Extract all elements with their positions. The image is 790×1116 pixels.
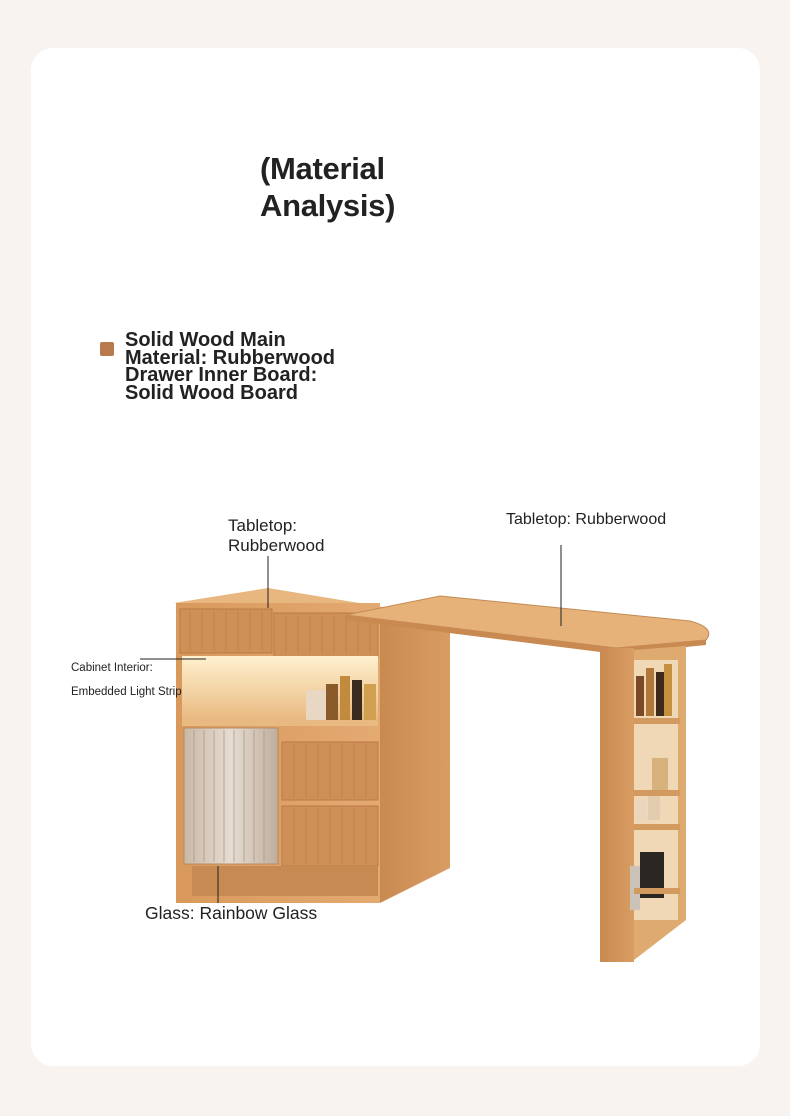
title-line-2: Analysis) [260,188,396,223]
material-line-2: Material: Rubberwood [125,346,336,369]
tabletop-callout-left-line-2: Rubberwood [228,536,325,555]
material-line-3: Drawer Inner Board: [125,364,318,386]
side-shelf-leg [600,646,686,962]
tabletop-callout-right: Tabletop: Rubberwood [506,511,667,528]
material-line-4: Solid Wood Board [125,381,298,404]
cabinet-interior-line-1: Cabinet Interior: [71,662,153,674]
glass-callout: Glass: Rainbow Glass [145,903,318,923]
tabletop-callout-left [228,516,388,556]
tabletop-callout-left-line-1: Tabletop: [228,516,297,535]
cabinet [174,588,450,903]
title-line-1: (Material [260,151,385,186]
cabinet-interior-callout [71,656,211,704]
cabinet-interior-line-2: Embedded Light Strip [71,686,182,698]
material-line-1: Solid Wood Main [125,329,286,351]
